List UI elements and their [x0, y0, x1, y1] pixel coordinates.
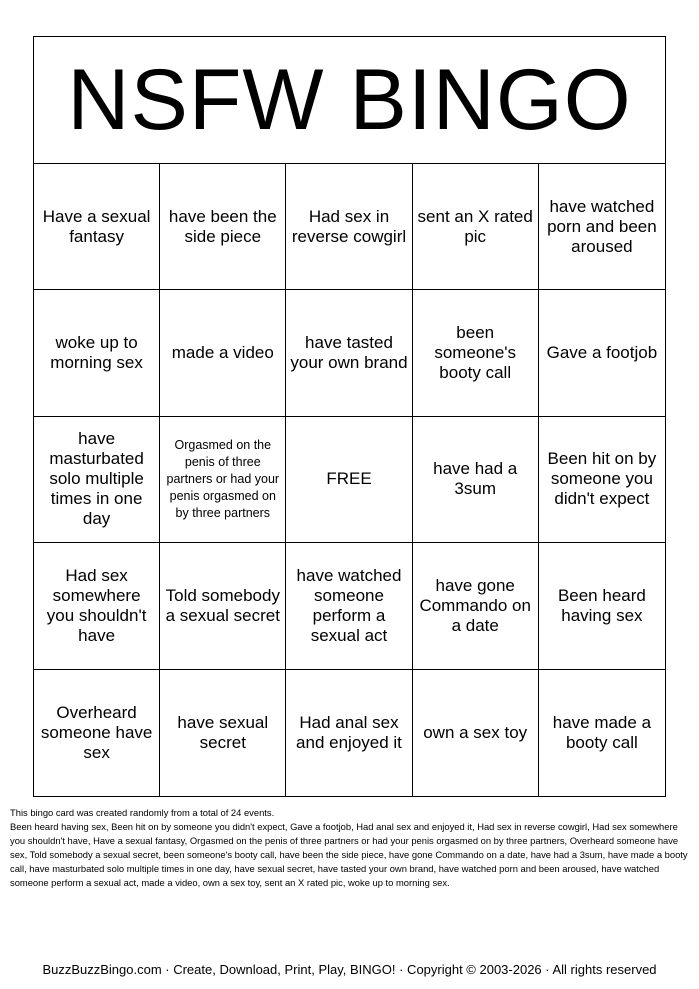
note-intro: This bingo card was created randomly from a total of 24 events.: [10, 807, 275, 818]
bingo-cell: Overheard someone have sex: [34, 670, 160, 796]
bingo-cell: have sexual secret: [160, 670, 286, 796]
bingo-cell: have had a 3sum: [413, 417, 539, 543]
footer: BuzzBuzzBingo.com · Create, Download, Print, Play, BINGO! · Copyright © 2003-2026 · All rights reserved: [42, 962, 657, 977]
bingo-cell: been someone's booty call: [413, 290, 539, 416]
card-note: [10, 806, 690, 890]
bingo-cell: have masturbated solo multiple times in one day: [34, 417, 160, 543]
bingo-cell: Had anal sex and enjoyed it: [286, 670, 412, 796]
bingo-grid: [34, 164, 665, 796]
bingo-cell: Been hit on by someone you didn't expect: [539, 417, 665, 543]
bingo-cell: have been the side piece: [160, 164, 286, 290]
bingo-cell: Had sex somewhere you shouldn't have: [34, 543, 160, 669]
bingo-cell: Told somebody a sexual secret: [160, 543, 286, 669]
bingo-cell: Had sex in reverse cowgirl: [286, 164, 412, 290]
bingo-cell: woke up to morning sex: [34, 290, 160, 416]
bingo-cell: have made a booty call: [552, 712, 652, 752]
bingo-cell: have watched someone perform a sexual act: [286, 543, 412, 669]
bingo-cell: Orgasmed on the penis of three partners or had your penis orgasmed on by three partners: [160, 417, 286, 543]
bingo-free-cell: FREE: [286, 417, 412, 543]
bingo-cell: sent an X rated pic: [413, 164, 539, 290]
card-title: NSFW BINGO: [34, 37, 665, 164]
bingo-cell: Have a sexual fantasy: [34, 164, 160, 290]
bingo-cell: Gave a footjob: [539, 290, 665, 416]
note-events: Been heard having sex, Been hit on by someone you didn't expect, Gave a footjob, Had anal sex and enjoyed it, Had sex in reverse cowgirl, Had sex somewhere you shouldn't have, Have a sexual fantasy, Orgasmed on the penis of three partners or had your penis orgasmed on by three partners, Overheard someone have sex, Told somebody a sexual secret, been someone's booty call, have been the side piece, have gone Commando on a date, have had a 3sum, have made a booty call, have masturbated solo multiple times in one day, have sexual secret, have tasted your own brand, have watched porn and been aroused, have watched someone perform a sexual act, made a video, own a sex toy, sent an X rated pic, woke up to morning sex.: [10, 821, 688, 888]
bingo-cell: have gone Commando on a date: [413, 543, 539, 669]
bingo-cell: made a video: [160, 290, 286, 416]
bingo-cell: own a sex toy: [413, 670, 539, 796]
bingo-cell: have watched porn and been aroused: [539, 164, 665, 290]
bingo-cell: have tasted your own brand: [286, 290, 412, 416]
bingo-cell: Been heard having sex: [539, 543, 665, 669]
bingo-card: [33, 36, 666, 797]
